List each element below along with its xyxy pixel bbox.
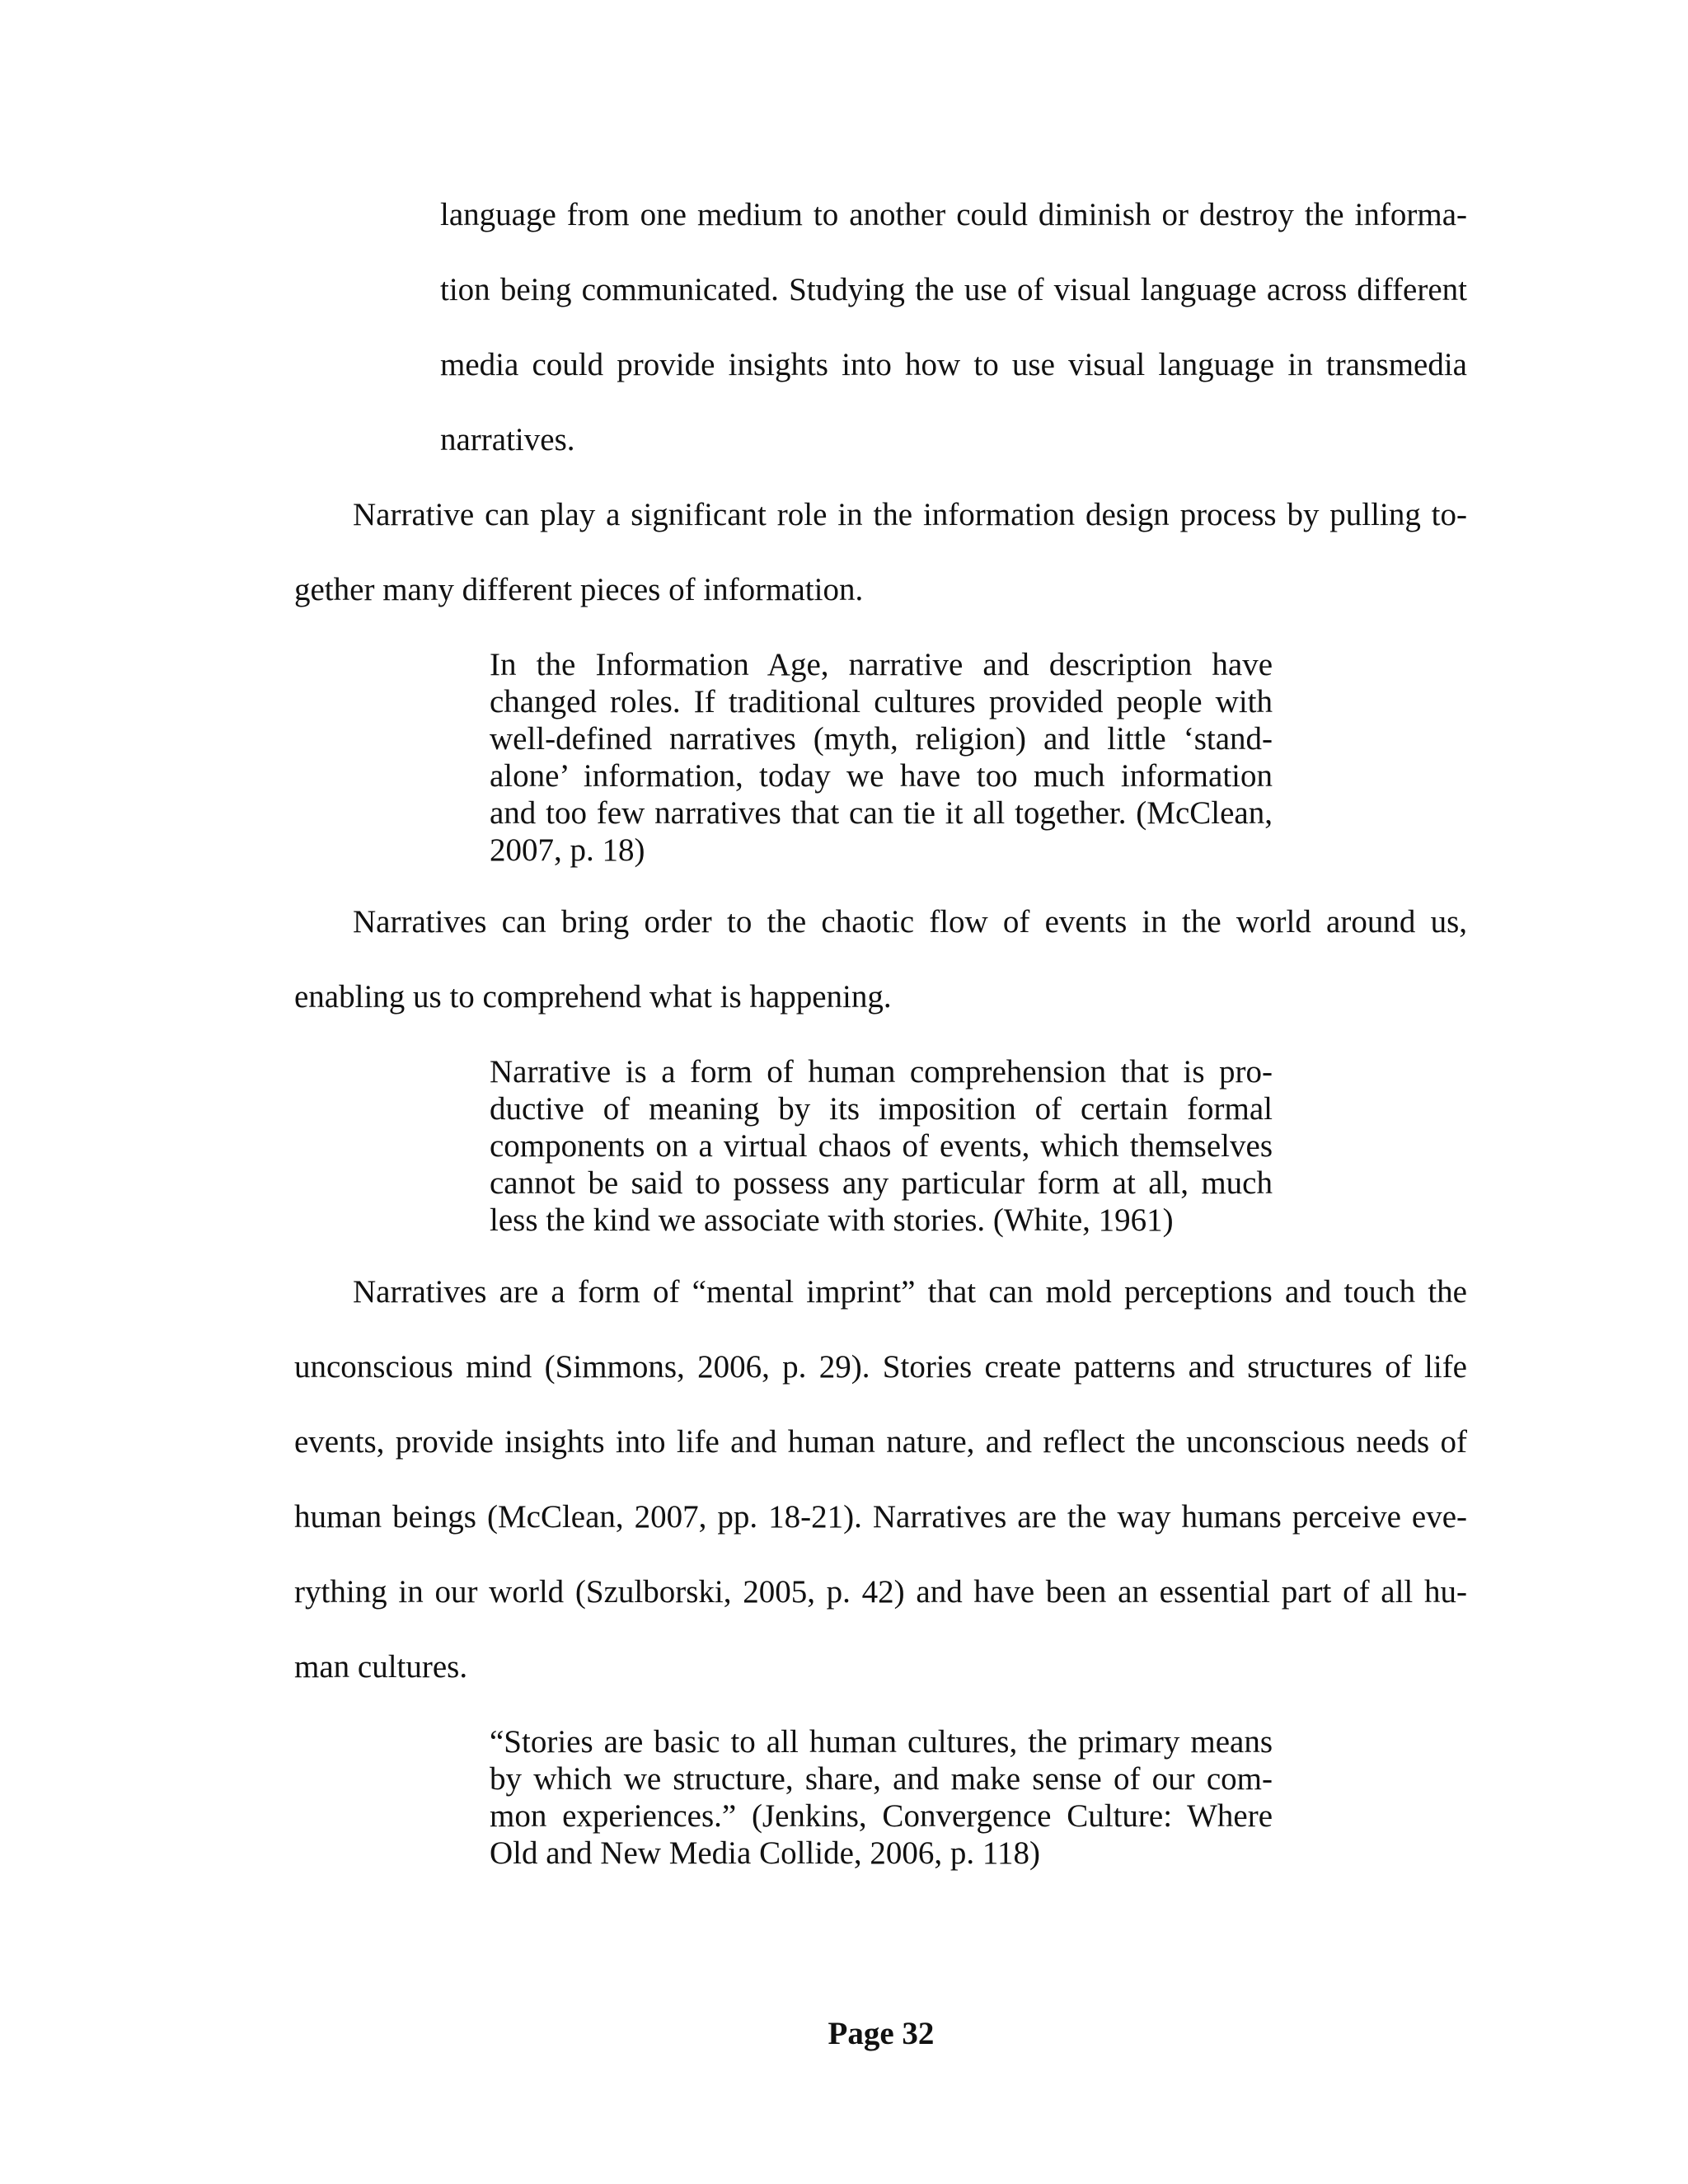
text-line: man cultures.: [294, 1649, 468, 1685]
quote-line: Narrative is a form of human comprehension that is pro-: [490, 1054, 1273, 1090]
quote-line: “Stories are basic to all human cultures, the primary means: [490, 1724, 1273, 1760]
text-line: media could provide insights into how to use visual language in transmedia: [440, 347, 1467, 382]
block-quote: [490, 1723, 1273, 1872]
block-quote: [490, 646, 1273, 869]
quote-line: changed roles. If traditional cultures provided people with: [490, 684, 1273, 719]
quote-line: cannot be said to possess any particular form at all, much: [490, 1165, 1273, 1201]
quote-line: mon experiences.” (Jenkins, Convergence Culture: Where: [490, 1798, 1273, 1834]
text-line: enabling us to comprehend what is happening.: [294, 979, 892, 1015]
text-line: Narratives are a form of “mental imprint” that can mold perceptions and touch the: [353, 1274, 1467, 1310]
quote-line: and too few narratives that can tie it all together. (McClean,: [490, 795, 1273, 831]
text-line: narratives.: [440, 422, 575, 457]
block-quote: [490, 1053, 1273, 1239]
quote-line: 2007, p. 18): [490, 832, 645, 868]
quote-line: alone’ information, today we have too much information: [490, 758, 1273, 794]
page-number: Page 32: [828, 2016, 935, 2051]
quote-line: ductive of meaning by its imposition of certain formal: [490, 1091, 1273, 1127]
text-line: language from one medium to another could diminish or destroy the informa-: [440, 197, 1467, 232]
text-line: gether many different pieces of information.: [294, 572, 864, 607]
text-line: Narratives can bring order to the chaotic flow of events in the world around us,: [353, 904, 1467, 940]
text-line: unconscious mind (Simmons, 2006, p. 29). Stories create patterns and structures of life: [294, 1349, 1467, 1385]
quote-line: In the Information Age, narrative and description have: [490, 647, 1273, 682]
quote-line: components on a virtual chaos of events, which themselves: [490, 1128, 1273, 1164]
quote-line: by which we structure, share, and make sense of our com-: [490, 1761, 1273, 1797]
text-line: human beings (McClean, 2007, pp. 18-21). Narratives are the way humans perceive eve-: [294, 1499, 1467, 1535]
text-line: rything in our world (Szulborski, 2005, p. 42) and have been an essential part of all hu-: [294, 1574, 1467, 1610]
text-line: events, provide insights into life and human nature, and reflect the unconscious needs of: [294, 1424, 1467, 1460]
quote-line: less the kind we associate with stories. (White, 1961): [490, 1202, 1174, 1238]
text-line: tion being communicated. Studying the use of visual language across different: [440, 272, 1467, 307]
quote-line: Old and New Media Collide, 2006, p. 118): [490, 1835, 1040, 1871]
quote-line: well-defined narratives (myth, religion) and little ‘stand-: [490, 721, 1273, 757]
text-line: Narrative can play a significant role in the information design process by pulling to-: [353, 497, 1467, 532]
